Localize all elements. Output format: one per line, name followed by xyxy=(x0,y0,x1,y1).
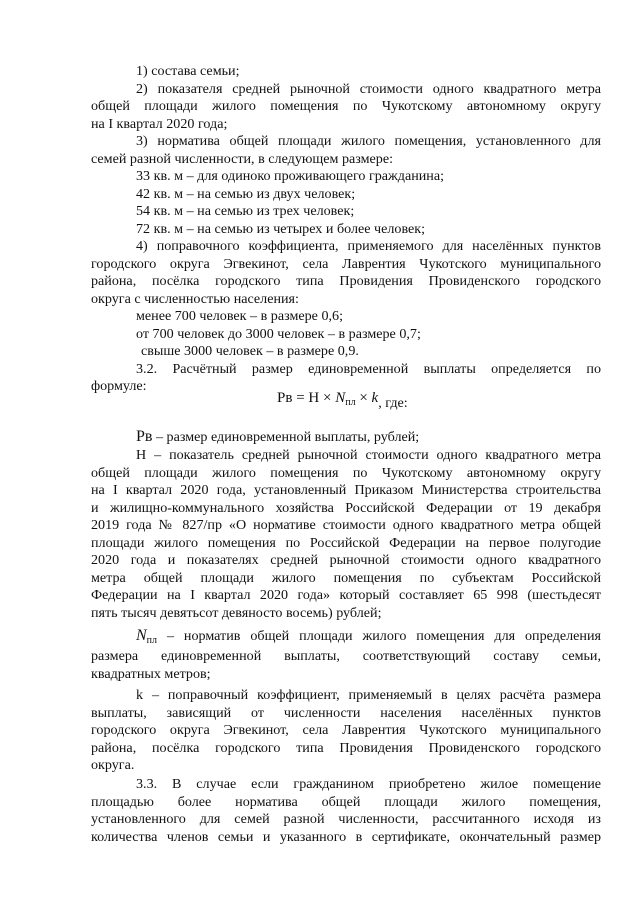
text-line: округа с численностью населения: xyxy=(91,291,299,307)
text-line: 2019 года № 827/пр «О нормативе стоимости одного квадратного метра общей xyxy=(91,517,601,533)
text-line: пять тысяч девятьсот девяносто восемь) рублей; xyxy=(91,605,382,621)
text-line: 54 кв. м – на семью из трех человек; xyxy=(136,203,355,219)
text-line: общей площади жилого помещения по Чукотскому автономному округу xyxy=(91,465,601,481)
text-line: 3.3. В случае если гражданином приобретено жилое помещение xyxy=(136,776,601,792)
text-line: на I квартал 2020 года, установленный Приказом Министерства строительства xyxy=(91,482,601,498)
text-line: на I квартал 2020 года; xyxy=(91,116,228,132)
text-line: 3.2. Расчётный размер единовременной выплаты определяется по xyxy=(136,361,601,377)
text-line: общей площади жилого помещения по Чукотскому автономному округу xyxy=(91,98,601,114)
text-line: установленного для семей разной численности, рассчитанного исходя из xyxy=(91,811,601,827)
text-line: площади жилого помещения по Российской Федерации на первое полугодие xyxy=(91,535,601,551)
text-line: квадратных метров; xyxy=(91,666,211,682)
text-line: менее 700 человек – в размере 0,6; xyxy=(136,308,343,324)
text-line: формуле: xyxy=(91,378,147,394)
text-line: 2020 года и показателях средней рыночной стоимости одного квадратного xyxy=(91,552,601,568)
formula-k: k xyxy=(371,390,379,406)
text-line: района, посёлка городского типа Провидения Провиденского городского xyxy=(91,273,601,289)
definition-n: $N_{пл}$ – норматив общей площади жилого помещения для определения xyxy=(136,627,601,646)
symbol-n: $N_{пл}$ xyxy=(136,627,158,646)
formula-lhs: Рв xyxy=(277,390,293,406)
text-line: 42 кв. м – на семью из двух человек; xyxy=(136,186,356,202)
text-line: 3) норматива общей площади жилого помещения, установленного для xyxy=(136,133,601,149)
text-line: 2) показателя средней рыночной стоимости одного квадратного метра xyxy=(136,81,601,97)
definition-pv: Рв – размер единовременной выплаты, рублей; xyxy=(136,428,420,445)
text-line: размера единовременной выплаты, соответствующий составу семьи, xyxy=(91,648,601,664)
text-line: Федерации на I квартал 2020 года» который составляет 65 998 (шестьдесят xyxy=(91,587,601,603)
text-line: Н – показатель средней рыночной стоимости одного квадратного метра xyxy=(136,447,601,463)
formula: Рв = $Н \times N_{пл} \times k$, где: xyxy=(277,390,408,411)
text-line: метра общей площади жилого помещения по субъектам Российской xyxy=(91,570,601,586)
text-line: выплаты, зависящий от численности населения населённых пунктов xyxy=(91,705,601,721)
text-line: 1) состава семьи; xyxy=(136,63,240,79)
text-line: и жилищно-коммунального хозяйства Российской Федерации от 19 декабря xyxy=(91,500,601,516)
text-line: площадью более норматива общей площади жилого помещения, xyxy=(91,794,601,810)
formula-n-sub: пл xyxy=(345,397,356,408)
text-line: 33 кв. м – для одиноко проживающего гражданина; xyxy=(136,168,445,184)
text-line: k – поправочный коэффициент, применяемый в целях расчёта размера xyxy=(136,687,601,703)
formula-n: N xyxy=(335,390,346,406)
text-line: 4) поправочного коэффициента, применяемого для населённых пунктов xyxy=(136,238,601,254)
text-line: от 700 человек до 3000 человек – в размере 0,7; xyxy=(136,326,421,342)
formula-tail: , где: xyxy=(378,395,408,411)
text-line: свыше 3000 человек – в размере 0,9. xyxy=(141,343,359,359)
symbol-pv: Рв xyxy=(136,428,153,445)
text-line: городского округа Эгвекинот, села Лаврентия Чукотского муниципального xyxy=(91,722,601,738)
text-line: семей разной численности, в следующем размере: xyxy=(91,151,394,167)
text-line: городского округа Эгвекинот, села Лаврентия Чукотского муниципального xyxy=(91,256,601,272)
text-line: района, посёлка городского типа Провидения Провиденского городского xyxy=(91,740,601,756)
text-line: количества членов семьи и указанного в сертификате, окончательный размер xyxy=(91,829,601,845)
text-line: округа. xyxy=(91,757,135,773)
formula-h: Н xyxy=(308,390,320,406)
text-line: 72 кв. м – на семью из четырех и более человек; xyxy=(136,221,426,237)
